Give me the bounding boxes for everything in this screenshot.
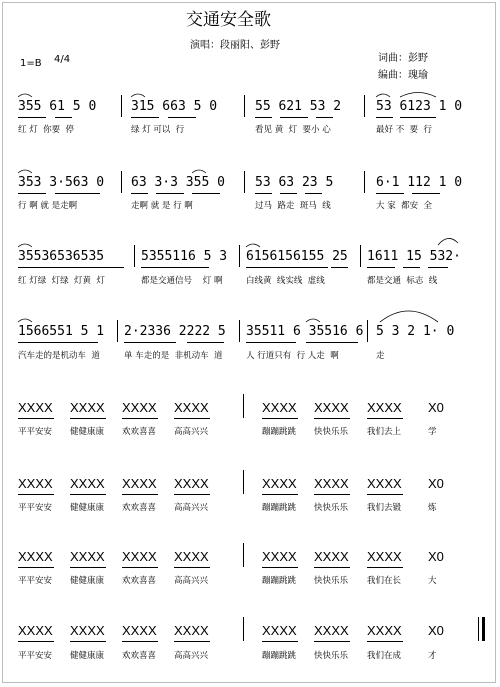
rhythm-word: 蹦蹦跳跳	[262, 427, 297, 437]
rhythm-word: 蹦蹦跳跳	[262, 576, 297, 586]
rhythm-beat: XXXX	[18, 476, 53, 491]
slur-arc	[18, 319, 32, 322]
slur-arc	[18, 94, 32, 97]
rhythm-beat: XXXX	[18, 549, 53, 564]
slur-arc	[438, 238, 458, 245]
rhythm-word: 高高兴兴	[174, 576, 209, 586]
lyric-text: 人 行道只有 行 人走 啊	[246, 351, 339, 361]
lyric-text: 都是交通 标志 线	[367, 276, 438, 286]
lyric-text: 白线黄 线实线 虚线	[246, 276, 325, 286]
rhythm-word: 健健康康	[70, 576, 105, 586]
measure: 5 3 2 1· 0	[376, 324, 455, 339]
lyric-text: 单 车走的是 非机动车 道	[124, 351, 223, 361]
rhythm-word: 欢欢喜喜	[122, 427, 157, 437]
rhythm-word: 高高兴兴	[174, 503, 209, 513]
rhythm-word: 平平安安	[18, 651, 53, 661]
lyric-text: 都是交通信号 灯 啊	[141, 276, 223, 286]
rhythm-word: 欢欢喜喜	[122, 503, 157, 513]
rhythm-beat: XXXX	[367, 549, 402, 564]
slur-arc	[400, 93, 436, 98]
rhythm-beat: XXXX	[367, 400, 402, 415]
rhythm-beat: XXXX	[18, 623, 53, 638]
rhythm-beat: XXXX	[174, 623, 209, 638]
lyric-text: 红 灯绿 灯绿 灯黄 灯	[18, 276, 105, 286]
rhythm-beat: XXXX	[18, 400, 53, 415]
rhythm-word: 欢欢喜喜	[122, 651, 157, 661]
rhythm-beat: XXXX	[122, 476, 157, 491]
rhythm-beat: XXXX	[70, 400, 105, 415]
rhythm-word: 平平安安	[18, 576, 53, 586]
key-signature: 1=B	[20, 58, 42, 69]
rhythm-beat: XXXX	[122, 400, 157, 415]
lyric-text: 行 啊 就 是走啊	[18, 201, 78, 211]
measure: 6156156155 25	[246, 249, 348, 264]
lyric-text: 绿 灯 可以 行	[131, 125, 185, 135]
slur-arc	[18, 170, 32, 173]
measure: 5355116 5 3	[141, 249, 228, 264]
arranger-credit: 编曲：瑰瑜	[378, 70, 428, 81]
slur-arc	[192, 170, 206, 173]
slur-arc	[131, 94, 145, 97]
slur-arc	[376, 94, 390, 97]
slur-arc	[306, 319, 320, 322]
rhythm-beat: XXXX	[262, 549, 297, 564]
rhythm-beat: XXXX	[262, 476, 297, 491]
rhythm-beat: X0	[428, 476, 444, 491]
singers-credit: 演唱：段丽阳、彭野	[190, 40, 280, 51]
rhythm-beat: XXXX	[314, 476, 349, 491]
lyric-text: 过马 路走 斑马 线	[255, 201, 331, 211]
lyric-text: 汽车走的是机动车 道	[18, 351, 100, 361]
measure: 315 663 5 0	[131, 99, 218, 114]
song-title: 交通安全歌	[186, 10, 271, 30]
rhythm-word: 欢欢喜喜	[122, 576, 157, 586]
rhythm-word: 炼	[428, 503, 437, 513]
measure: 2·2336 2222 5	[124, 324, 226, 339]
lyric-text: 走	[376, 351, 385, 361]
slur-arc	[380, 311, 438, 322]
rhythm-beat: XXXX	[262, 623, 297, 638]
measure: 35536536535	[18, 249, 105, 264]
slur-arc	[246, 244, 260, 247]
rhythm-word: 我们在成	[367, 651, 402, 661]
lyricist-credit: 词曲：彭野	[378, 53, 428, 64]
measure: 355 61 5 0	[18, 99, 97, 114]
measure: 1566551 5 1	[18, 324, 105, 339]
rhythm-beat: X0	[428, 549, 444, 564]
lyric-text: 走啊 就 是 行 啊	[131, 201, 193, 211]
rhythm-beat: XXXX	[70, 623, 105, 638]
rhythm-beat: XXXX	[70, 549, 105, 564]
rhythm-word: 高高兴兴	[174, 427, 209, 437]
rhythm-word: 蹦蹦跳跳	[262, 503, 297, 513]
measure: 35511 6 35516 6	[246, 324, 364, 339]
measure: 6·1 112 1 0	[376, 175, 463, 190]
rhythm-word: 才	[428, 651, 437, 661]
lyric-text: 大 家 都安 全	[376, 201, 433, 211]
rhythm-word: 快快乐乐	[314, 576, 349, 586]
rhythm-word: 蹦蹦跳跳	[262, 651, 297, 661]
rhythm-beat: XXXX	[314, 549, 349, 564]
rhythm-word: 平平安安	[18, 427, 53, 437]
rhythm-word: 我们去上	[367, 427, 402, 437]
rhythm-word: 快快乐乐	[314, 427, 349, 437]
rhythm-word: 健健康康	[70, 651, 105, 661]
rhythm-beat: XXXX	[174, 400, 209, 415]
measure: 63 3·3 355 0	[131, 175, 225, 190]
rhythm-word: 我们去锻	[367, 503, 402, 513]
measure: 1611 15 532·	[367, 249, 461, 264]
rhythm-beat: XXXX	[262, 400, 297, 415]
measure: 53 63 23 5	[255, 175, 334, 190]
measure: 353 3·563 0	[18, 175, 105, 190]
rhythm-word: 平平安安	[18, 503, 53, 513]
lyric-text: 看见 黄 灯 要小 心	[255, 125, 331, 135]
time-signature: 4/4	[54, 54, 71, 65]
rhythm-word: 大	[428, 576, 437, 586]
rhythm-beat: XXXX	[367, 476, 402, 491]
rhythm-beat: XXXX	[122, 549, 157, 564]
rhythm-beat: XXXX	[70, 476, 105, 491]
rhythm-word: 健健康康	[70, 427, 105, 437]
measure: 53 6123 1 0	[376, 99, 463, 114]
rhythm-word: 学	[428, 427, 437, 437]
measure: 55 621 53 2	[255, 99, 342, 114]
rhythm-beat: XXXX	[367, 623, 402, 638]
rhythm-beat: XXXX	[174, 549, 209, 564]
lyric-text: 最好 不 要 行	[376, 125, 433, 135]
slur-arc	[18, 244, 32, 247]
rhythm-word: 健健康康	[70, 503, 105, 513]
rhythm-word: 高高兴兴	[174, 651, 209, 661]
rhythm-beat: XXXX	[174, 476, 209, 491]
rhythm-beat: XXXX	[122, 623, 157, 638]
rhythm-word: 快快乐乐	[314, 503, 349, 513]
rhythm-word: 我们在长	[367, 576, 402, 586]
rhythm-beat: XXXX	[314, 623, 349, 638]
rhythm-word: 快快乐乐	[314, 651, 349, 661]
rhythm-beat: X0	[428, 400, 444, 415]
rhythm-beat: X0	[428, 623, 444, 638]
rhythm-beat: XXXX	[314, 400, 349, 415]
lyric-text: 红 灯 你要 停	[18, 125, 75, 135]
